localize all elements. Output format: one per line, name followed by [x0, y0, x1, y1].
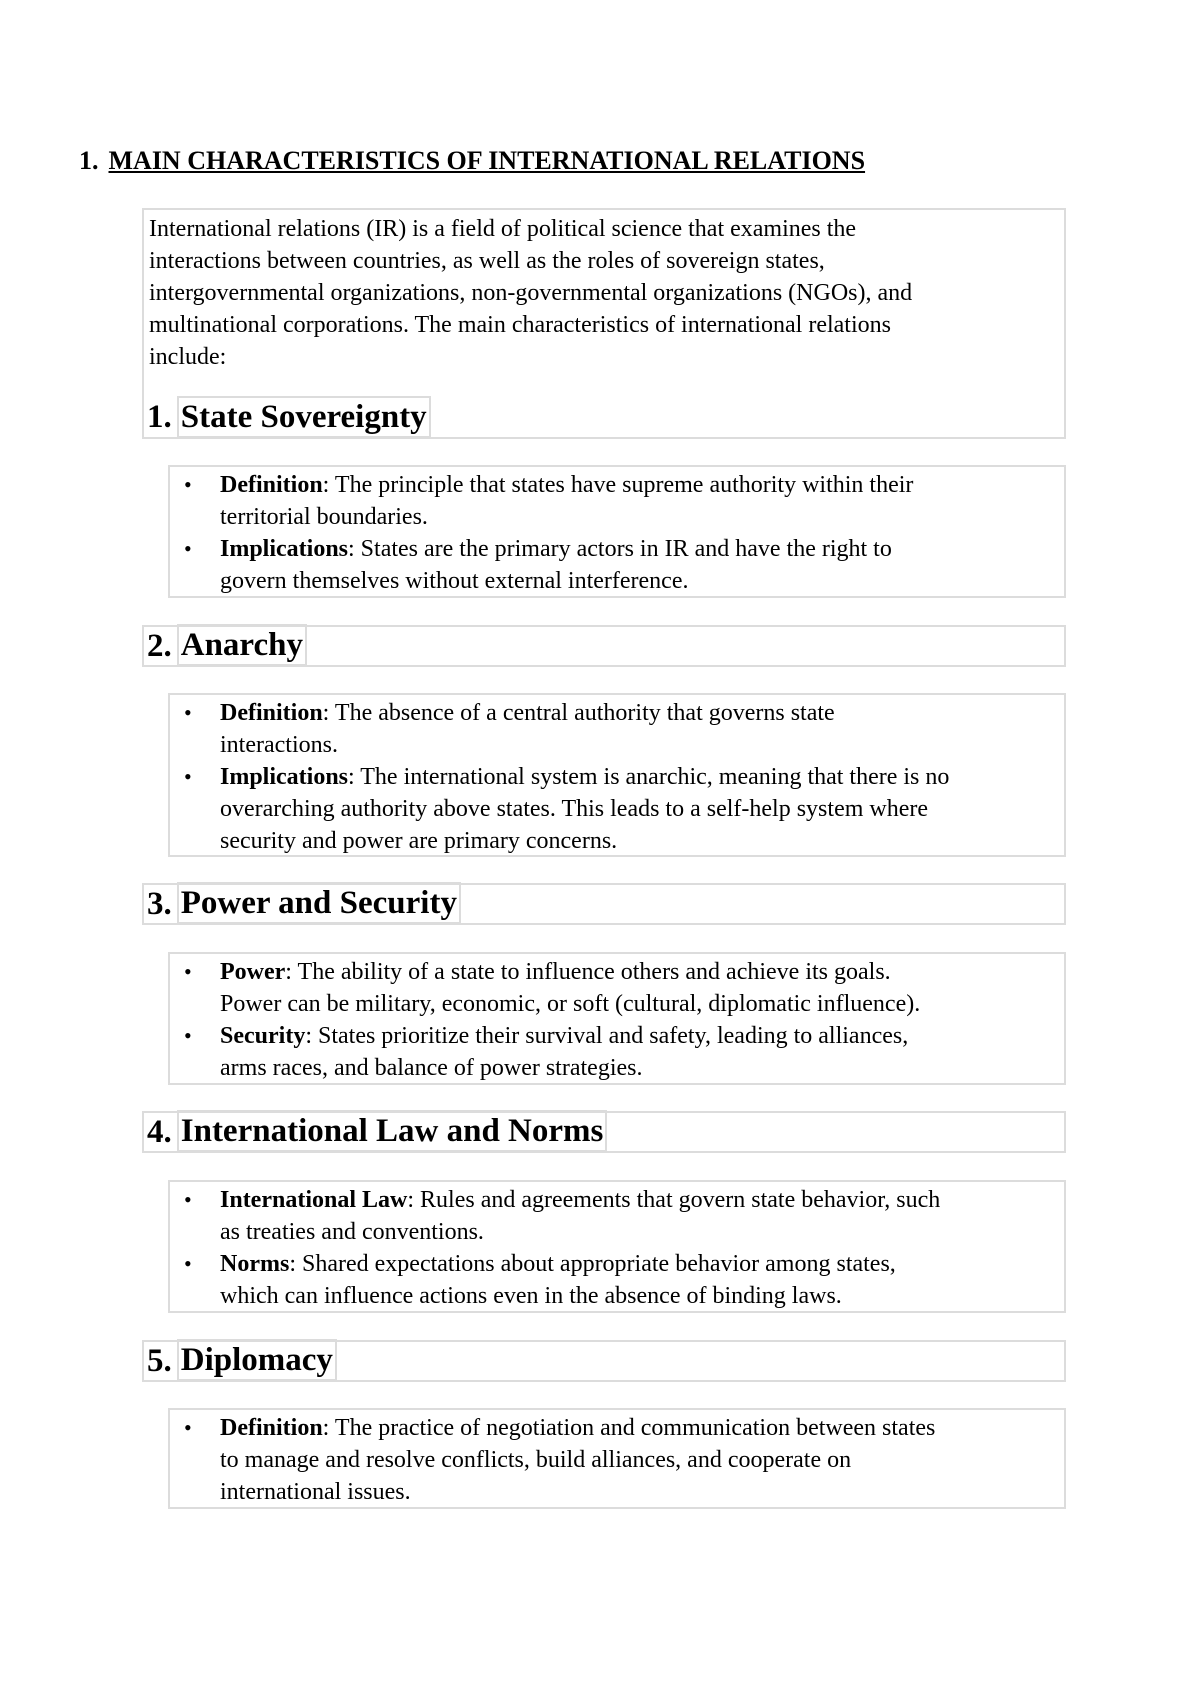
item-term: Norms [220, 1251, 290, 1277]
item-text: : The principle that states have supreme authority within their [322, 472, 914, 498]
section-title: International Law and Norms [177, 1110, 608, 1152]
list-item [170, 1184, 1060, 1248]
item-text: : States are the primary actors in IR and have the right to [348, 536, 892, 562]
intro-line: interactions between countries, as well as the roles of sovereign states, [149, 248, 825, 274]
intro-line: multinational corporations. The main characteristics of international relations [149, 312, 891, 338]
section-title: State Sovereignty [177, 396, 431, 438]
item-term: Power [220, 959, 286, 985]
section-3-list-box [168, 952, 1066, 1085]
list-item [170, 761, 1060, 857]
item-term: Implications [220, 536, 349, 562]
item-text: : Shared expectations about appropriate behavior among states, [289, 1251, 896, 1277]
item-text: : States prioritize their survival and safety, leading to alliances, [305, 1023, 909, 1049]
item-text-continuation: overarching authority above states. This leads to a self-help system where [220, 796, 929, 822]
bullet-list [170, 1412, 1060, 1508]
item-term: International Law [220, 1187, 408, 1213]
section-5-list-box [168, 1408, 1066, 1509]
section-4-list-box [168, 1180, 1066, 1313]
item-text: : The ability of a state to influence others and achieve its goals. [285, 959, 891, 985]
list-item [170, 1412, 1060, 1508]
item-text-continuation: security and power are primary concerns. [220, 828, 618, 854]
bullet-list [170, 956, 1060, 1084]
list-item [170, 956, 1060, 1020]
intro-box [142, 208, 1066, 439]
item-term: Definition [220, 472, 323, 498]
bullet-list [170, 469, 1060, 597]
item-text: : The international system is anarchic, meaning that there is no [348, 764, 950, 790]
item-text: : Rules and agreements that govern state behavior, such [407, 1187, 941, 1213]
section-heading-4 [142, 1111, 1066, 1153]
section-1-list-box [168, 465, 1066, 598]
item-text: : The absence of a central authority that governs state [322, 700, 835, 726]
list-item [170, 469, 1060, 533]
item-term: Definition [220, 700, 323, 726]
item-term: Implications [220, 764, 349, 790]
section-title: Anarchy [177, 624, 307, 666]
section-number: 5. [147, 1342, 172, 1379]
item-term: Security [220, 1023, 306, 1049]
section-heading-2 [142, 625, 1066, 667]
intro-line: intergovernmental organizations, non-governmental organizations (NGOs), and [149, 280, 913, 306]
section-heading-1 [144, 396, 444, 438]
item-text-continuation: as treaties and conventions. [220, 1219, 484, 1245]
main-heading-title: MAIN CHARACTERISTICS OF INTERNATIONAL RELATIONS [108, 146, 866, 175]
intro-line: include: [149, 344, 227, 370]
section-heading-3 [142, 883, 1066, 925]
intro-paragraph [149, 213, 1049, 373]
section-heading-5 [142, 1340, 1066, 1382]
item-text-continuation: govern themselves without external interference. [220, 568, 689, 594]
item-text: : The practice of negotiation and communication between states [322, 1415, 936, 1441]
main-heading-number: 1. [79, 146, 99, 175]
item-text-continuation: international issues. [220, 1479, 411, 1505]
item-text-continuation: interactions. [220, 732, 338, 758]
section-number: 4. [147, 1113, 172, 1150]
item-text-continuation: to manage and resolve conflicts, build alliances, and cooperate on [220, 1447, 852, 1473]
section-title: Diplomacy [177, 1339, 337, 1381]
item-term: Definition [220, 1415, 323, 1441]
section-number: 1. [147, 398, 172, 435]
list-item [170, 1248, 1060, 1312]
section-number: 2. [147, 627, 172, 664]
list-item [170, 697, 1060, 761]
section-2-list-box [168, 693, 1066, 857]
bullet-list [170, 697, 1060, 857]
item-text-continuation: which can influence actions even in the absence of binding laws. [220, 1283, 842, 1309]
list-item [170, 1020, 1060, 1084]
section-title: Power and Security [177, 882, 461, 924]
item-text-continuation: Power can be military, economic, or soft (cultural, diplomatic influence). [220, 991, 921, 1017]
document-main-heading [79, 146, 865, 176]
item-text-continuation: territorial boundaries. [220, 504, 428, 530]
intro-line: International relations (IR) is a field of political science that examines the [149, 216, 857, 242]
section-number: 3. [147, 885, 172, 922]
list-item [170, 533, 1060, 597]
bullet-list [170, 1184, 1060, 1312]
item-text-continuation: arms races, and balance of power strategies. [220, 1055, 643, 1081]
